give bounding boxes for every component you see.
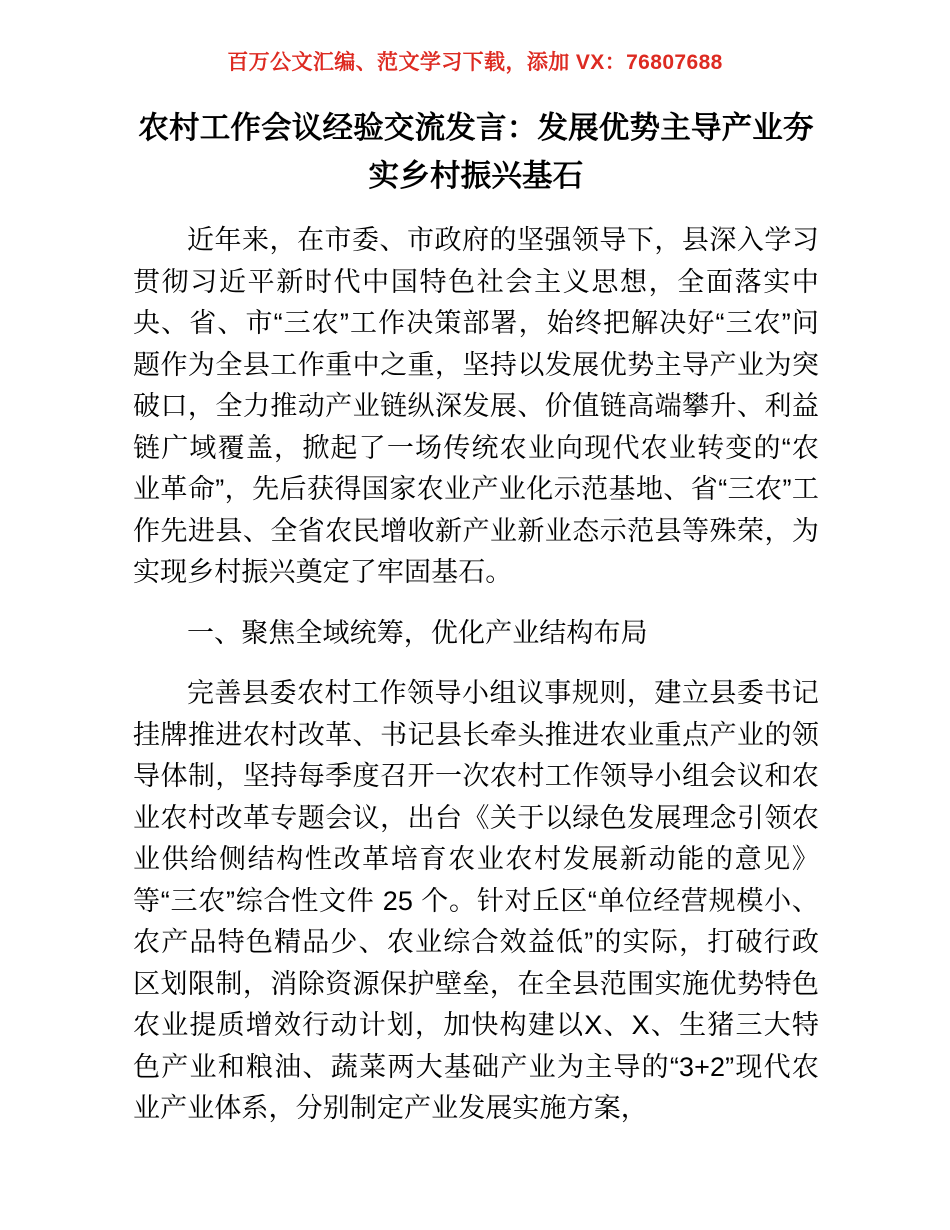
body-paragraph-1: 近年来，在市委、市政府的坚强领导下，县深入学习贯彻习近平新时代中国特色社会主义思想，全面落实中央、省、市“三农”工作决策部署，始终把解决好“三农”问题作为全县工作重中之重，坚持以发展优势主导产业为突破口，全力推动产业链纵深发展、价值链高端攀升、利益链广域覆盖，掀起了一场传统农业向现代农业转变的“农业革命”，先后获得国家农业产业化示范基地、省“三农”工作先进县、全省农民增收新产业新业态示范县等殊荣，为实现乡村振兴奠定了牢固基石。: [133, 225, 819, 587]
document-title: 农村工作会议经验交流发言：发展优势主导产业夯实乡村振兴基石: [138, 111, 814, 193]
promo-banner-text: 百万公文汇编、范文学习下载，添加 VX：76807688: [227, 51, 723, 74]
section-heading-1: 一、聚焦全域统筹，优化产业结构布局: [187, 617, 648, 648]
body-paragraph-2: 完善县委农村工作领导小组议事规则，建立县委书记挂牌推进农村改革、书记县长牵头推进农业重点产业的领导体制，坚持每季度召开一次农村工作领导小组会议和农业农村改革专题会议，出台《关于以绿色发展理念引领农业供给侧结构性改革培育农业农村发展新动能的意见》等“三农”综合性文件 25 个。针对丘区“单位经营规模小、农产品特色精品少、农业综合效益低”的实际，打破行政区划限制，消除资源保护壁垒，在全县范围实施优势特色农业提质增效行动计划，加快构建以X、X、生猪三大特色产业和粮油、蔬菜两大基础产业为主导的“3+2”现代农业产业体系，分别制定产业发展实施方案，: [133, 678, 819, 1123]
document-body: [133, 104, 819, 1130]
